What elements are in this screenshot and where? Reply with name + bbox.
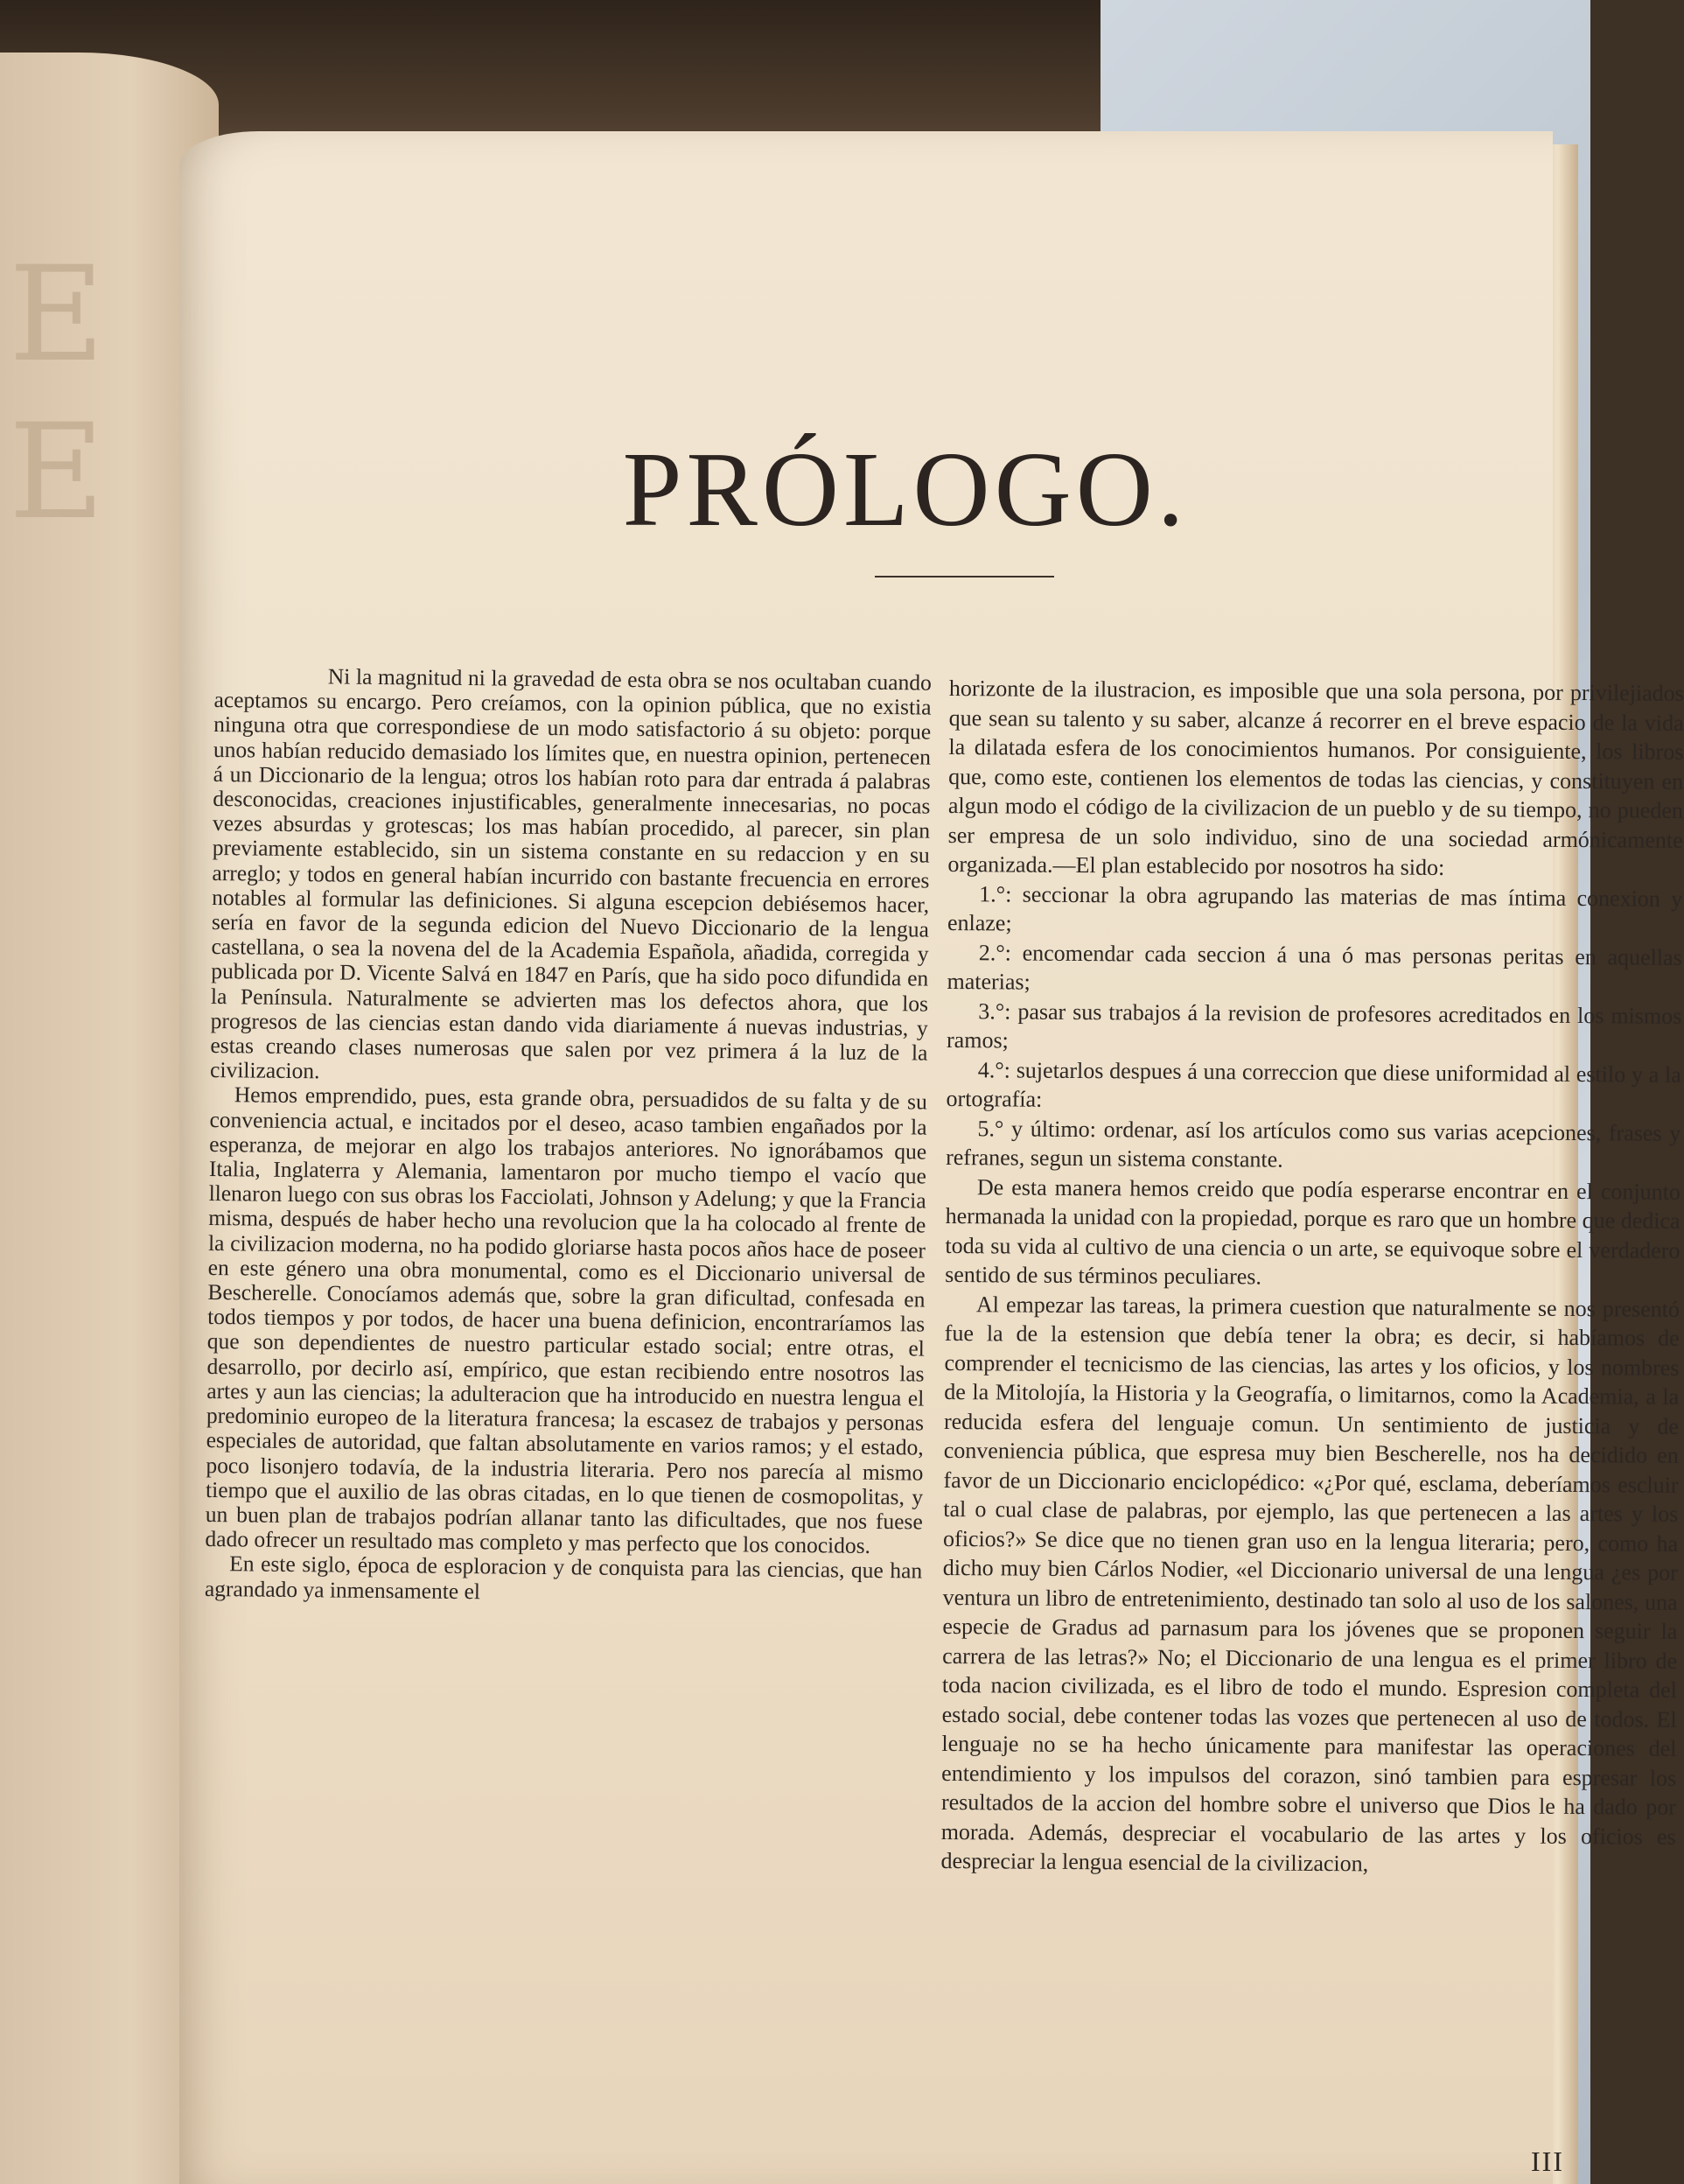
plan-item: 4.°: sujetarlos despues á una correccion que diese uniformidad al estilo y a la ortografía: — [946, 1056, 1681, 1112]
paragraph: Hemos emprendido, pues, esta grande obra, persuadidos de su falta y de su conveniencia actual, e incitados por el deseo, acaso tambien engañados por la esperanza, de mejorar en algo los trabajos anteriores. No ignorábamos que Italia, Inglaterra y Alemania, lamentaron por mucho tiempo el vacío que llenaron luego con sus obras los Facciolati, Johnson y Adelung; y que la Francia misma, después de haber hecho una revolucion que la ha colocado al frente de la civilizacion moderna, no ha podido gloriarse hasta pocos años hace de poseer en este género una obra monumental, como es el Diccionario universal de Bescherelle. Conocíamos además que, sobre la gran dificultad, confesada en todos tiempos y por todos, de hacer una buena definicion, encontraríamos las que son dependientes de nuestro particular estado social; entre otras, el desarrollo, por decirlo así, empírico, que estan recibiendo entre nosotros las artes y aun las ciencias; la adulteracion que ha introducido en nuestra lengua el predominio europeo de la literatura francesa; la escasez de trabajos y personas especiales de autoridad, que faltan absolutamente en varios ramos; y el estado, poco lisonjero todavía, de la industria literaria. Pero nos parecía al mismo tiempo que el auxilio de las obras citadas, en lo que tienen de cosmopolitas, y un buen plan de trabajos podrían allanar tanto las dificultades, que nos fuese dado ofrecer un resultado mas completo y mas perfecto que los conocidos. — [205, 1082, 927, 1559]
left-page-ghost-letters: E E — [9, 239, 108, 549]
title-rule — [875, 576, 1054, 578]
plan-item: 5.° y último: ordenar, así los artículos como sus varias acepciones, frases y refranes, segun un sistema constante. — [946, 1115, 1681, 1172]
plan-item: 3.°: pasar sus trabajos á la revision de profesores acreditados en los mismos ramos; — [946, 998, 1682, 1054]
paragraph: De esta manera hemos creido que podía esperarse encontrar en el conjunto hermanada la unidad con la propiedad, porque es raro que un hombre que dedica toda su vida al cultivo de una ciencia o un arte, se equivoque sobre el verdadero sentido de sus términos peculiares. — [945, 1173, 1681, 1290]
left-text-column — [205, 663, 932, 1608]
plan-item: 2.°: encomendar cada seccion á una ó mas personas peritas en aquellas materias; — [947, 939, 1682, 995]
page-title: PRÓLOGO. — [622, 430, 1189, 549]
paragraph: En este siglo, época de esploracion y de conquista para las ciencias, que han agrandado ya inmensamente el — [204, 1550, 923, 1604]
plan-item: 1.°: seccionar la obra agrupando las materias de mas íntima conexion y enlaze; — [947, 880, 1683, 936]
book-page — [179, 131, 1684, 2184]
paragraph: Ni la magnitud ni la gravedad de esta obra se nos ocultaban cuando aceptamos su encargo. Pero creíamos, con la opinion pública, que no existia ninguna otra que correspondiese de un modo satisfactorio á su objeto: porque unos habían reducido demasiado los límites que, en nuestra opinion, pertenecen á un Diccionario de la lengua; otros los habían roto para dar entrada á palabras desconocidas, creaciones injustificables, generalmente innecesarias, no pocas vezes absurdas y grotescas; los mas habían procedido, al parecer, sin plan previamente establecido, sin un sistema constante en su redaccion y en su arreglo; y todos en general habían incurrido con bastante frecuencia en errores notables al formular las definiciones. Si alguna escepcion debiésemos hacer, sería en favor de la segunda edicion del Nuevo Diccionario de la lengua castellana, o sea la novena del de la Academia Española, añadida, corregida y publicada por D. Vicente Salvá en 1847 en París, que ha sido poco difundida en la Península. Naturalmente se advierten mas los defectos ahora, que los progresos de las ciencias estan dando vida diariamente á nuevas industrias, y estas creando clases numerosas que salen por vez primera á la luz de la civilizacion. — [209, 663, 932, 1084]
paragraph: Al empezar las tareas, la primera cuestion que naturalmente se nos presentó fue la de la estension que debía tener la obra; es decir, si habíamos de comprender el tecnicismo de las ciencias, las artes y los oficios, y los nombres de la Mitolojía, la Historia y la Geografía, o limitarnos, como la Academia, a la reducida esfera del lenguaje comun. Un sentimiento de justicia y de conveniencia pública, que espresa muy bien Bescherelle, nos ha decidido en favor de un Diccionario enciclopédico: «¿Por qué, esclama, deberíamos escluir tal o cual clase de palabras, por ejemplo, las que pertenecen a las artes y los oficios?» Se dice que no tienen gran uso en la lengua literaria; pero, como ha dicho muy bien Cárlos Nodier, «el Diccionario universal de una lengua ¿es por ventura un libro de entretenimiento, destinado tan solo al uso de los salones, una especie de Gradus ad parnasum para los jóvenes que se proponen seguir la carrera de las letras?» No; el Diccionario de una lengua es el primer libro de toda nacion civilizada, es el libro de todo el mundo. Espresion completa del estado social, debe contener todas las vozes que pertenecen al uso de todos. El lenguaje no se ha hecho únicamente para manifestar las operaciones del entendimiento y los impulsos del corazon, sinó tambien para espresar los resultados de la accion del hombre sobre el universo que Dios le ha dado por morada. Además, despreciar el vocabulario de las artes y los oficios es despreciar la lengua esencial de la civilizacion, — [940, 1291, 1681, 1877]
paragraph: horizonte de la ilustracion, es imposible que una sola persona, por privilejiados que sean su talento y su saber, alcanze á recorrer en el breve espacio de la vida la dilatada esfera de los conocimientos humanos. Por consiguiente, los libros que, como este, contienen los elementos de todas las ciencias, y constituyen en algun modo el código de la civilizacion de un pueblo y de su tiempo, no pueden ser empresa de un solo individuo, sino de una sociedad armónicamente organizada.—El plan establecido por nosotros ha sido: — [947, 675, 1684, 880]
page-number: III — [1531, 2146, 1564, 2177]
right-text-column — [940, 674, 1684, 1880]
